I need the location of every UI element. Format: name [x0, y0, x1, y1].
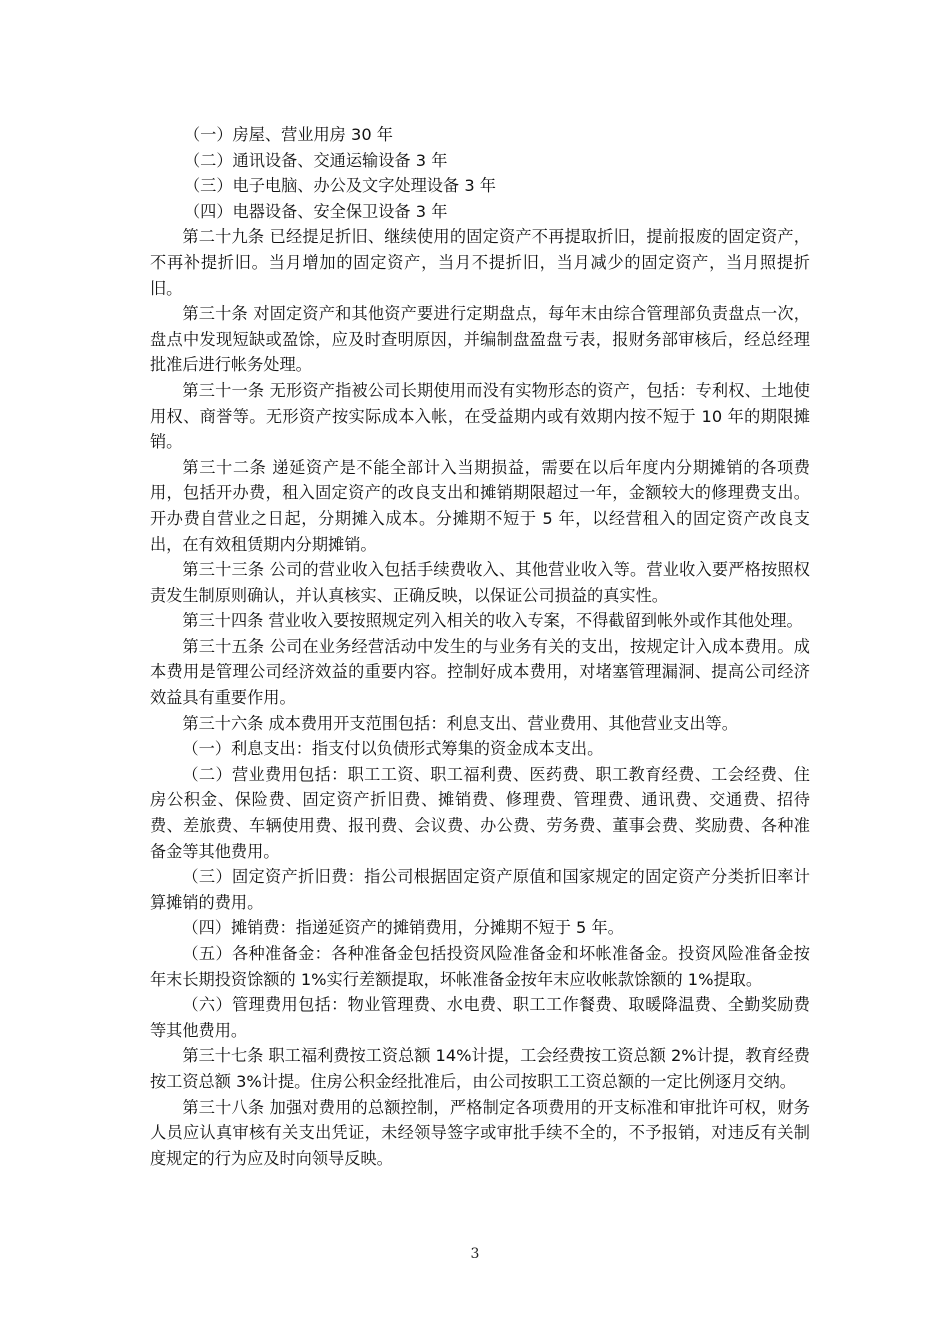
list-item: （三）电子电脑、办公及文字处理设备 3 年	[184, 176, 496, 196]
article-30: 第三十条 对固定资产和其他资产要进行定期盘点，每年末由综合管理部负责盘点一次，盘点中发现短缺或盈馀，应及时查明原因，并编制盘盈盘亏表，报财务部审核后，经总经理批准后进行帐务处理。	[150, 304, 810, 375]
list-item: （四）电器设备、安全保卫设备 3 年	[184, 201, 448, 221]
list-item: （一）房屋、营业用房 30 年	[184, 125, 393, 144]
article-36-item-4: （四）摊销费：指递延资产的摊销费用，分摊期不短于 5 年。	[182, 918, 624, 938]
article-33: 第三十三条 公司的营业收入包括手续费收入、其他营业收入等。营业收入要严格按照权责发生制原则确认，并认真核实、正确反映，以保证公司损益的真实性。	[150, 560, 810, 605]
page-number: 3	[470, 1246, 480, 1262]
document-body	[150, 122, 810, 1171]
article-31: 第三十一条 无形资产指被公司长期使用而没有实物形态的资产，包括：专利权、土地使用权、商誉等。无形资产按实际成本入帐，在受益期内或有效期内按不短于 10 年的期限摊销。	[150, 380, 810, 452]
article-38: 第三十八条 加强对费用的总额控制，严格制定各项费用的开支标准和审批许可权，财务人员应认真审核有关支出凭证，未经领导签字或审批手续不全的，不予报销，对违反有关制度规定的行为应及时向领导反映。	[150, 1097, 810, 1168]
article-36-item-6: （六）管理费用包括：物业管理费、水电费、职工工作餐费、取暖降温费、全勤奖励费等其他费用。	[150, 995, 810, 1040]
article-36: 第三十六条 成本费用开支范围包括：利息支出、营业费用、其他营业支出等。	[182, 713, 738, 733]
article-36-item-5: （五）各种准备金：各种准备金包括投资风险准备金和坏帐准备金。投资风险准备金按年末长期投资馀额的 1%实行差额提取，坏帐准备金按年末应收帐款馀额的 1%提取。	[150, 944, 810, 989]
article-36-item-2: （二）营业费用包括：职工工资、职工福利费、医药费、职工教育经费、工会经费、住房公积金、保险费、固定资产折旧费、摊销费、修理费、管理费、通讯费、交通费、招待费、差旅费、车辆使用费、报刊费、会议费、办公费、劳务费、董事会费、奖励费、各种准备金等其他费用。	[150, 764, 810, 861]
article-29: 第二十九条 已经提足折旧、继续使用的固定资产不再提取折旧，提前报废的固定资产，不再补提折旧。当月增加的固定资产，当月不提折旧，当月减少的固定资产，当月照提折旧。	[150, 227, 810, 298]
list-item: （二）通讯设备、交通运输设备 3 年	[184, 150, 448, 170]
article-35: 第三十五条 公司在业务经营活动中发生的与业务有关的支出，按规定计入成本费用。成本费用是管理公司经济效益的重要内容。控制好成本费用，对堵塞管理漏洞、提高公司经济效益具有重要作用。	[150, 636, 810, 708]
article-32: 第三十二条 递延资产是不能全部计入当期损益，需要在以后年度内分期摊销的各项费用，包括开办费，租入固定资产的改良支出和摊销期限超过一年，金额较大的修理费支出。开办费自营业之日起，分期摊入成本。分摊期不短于 5 年，以经营租入的固定资产改良支出，在有效租赁期内分期摊销。	[150, 457, 810, 554]
article-36-item-3: （三）固定资产折旧费：指公司根据固定资产原值和国家规定的固定资产分类折旧率计算摊销的费用。	[150, 867, 810, 912]
article-36-item-1: （一）利息支出：指支付以负债形式筹集的资金成本支出。	[182, 739, 604, 759]
article-34: 第三十四条 营业收入要按照规定列入相关的收入专案，不得截留到帐外或作其他处理。	[182, 611, 803, 631]
article-37: 第三十七条 职工福利费按工资总额 14%计提，工会经费按工资总额 2%计提，教育经费按工资总额 3%计提。住房公积金经批准后，由公司按职工工资总额的一定比例逐月交纳。	[150, 1046, 810, 1091]
